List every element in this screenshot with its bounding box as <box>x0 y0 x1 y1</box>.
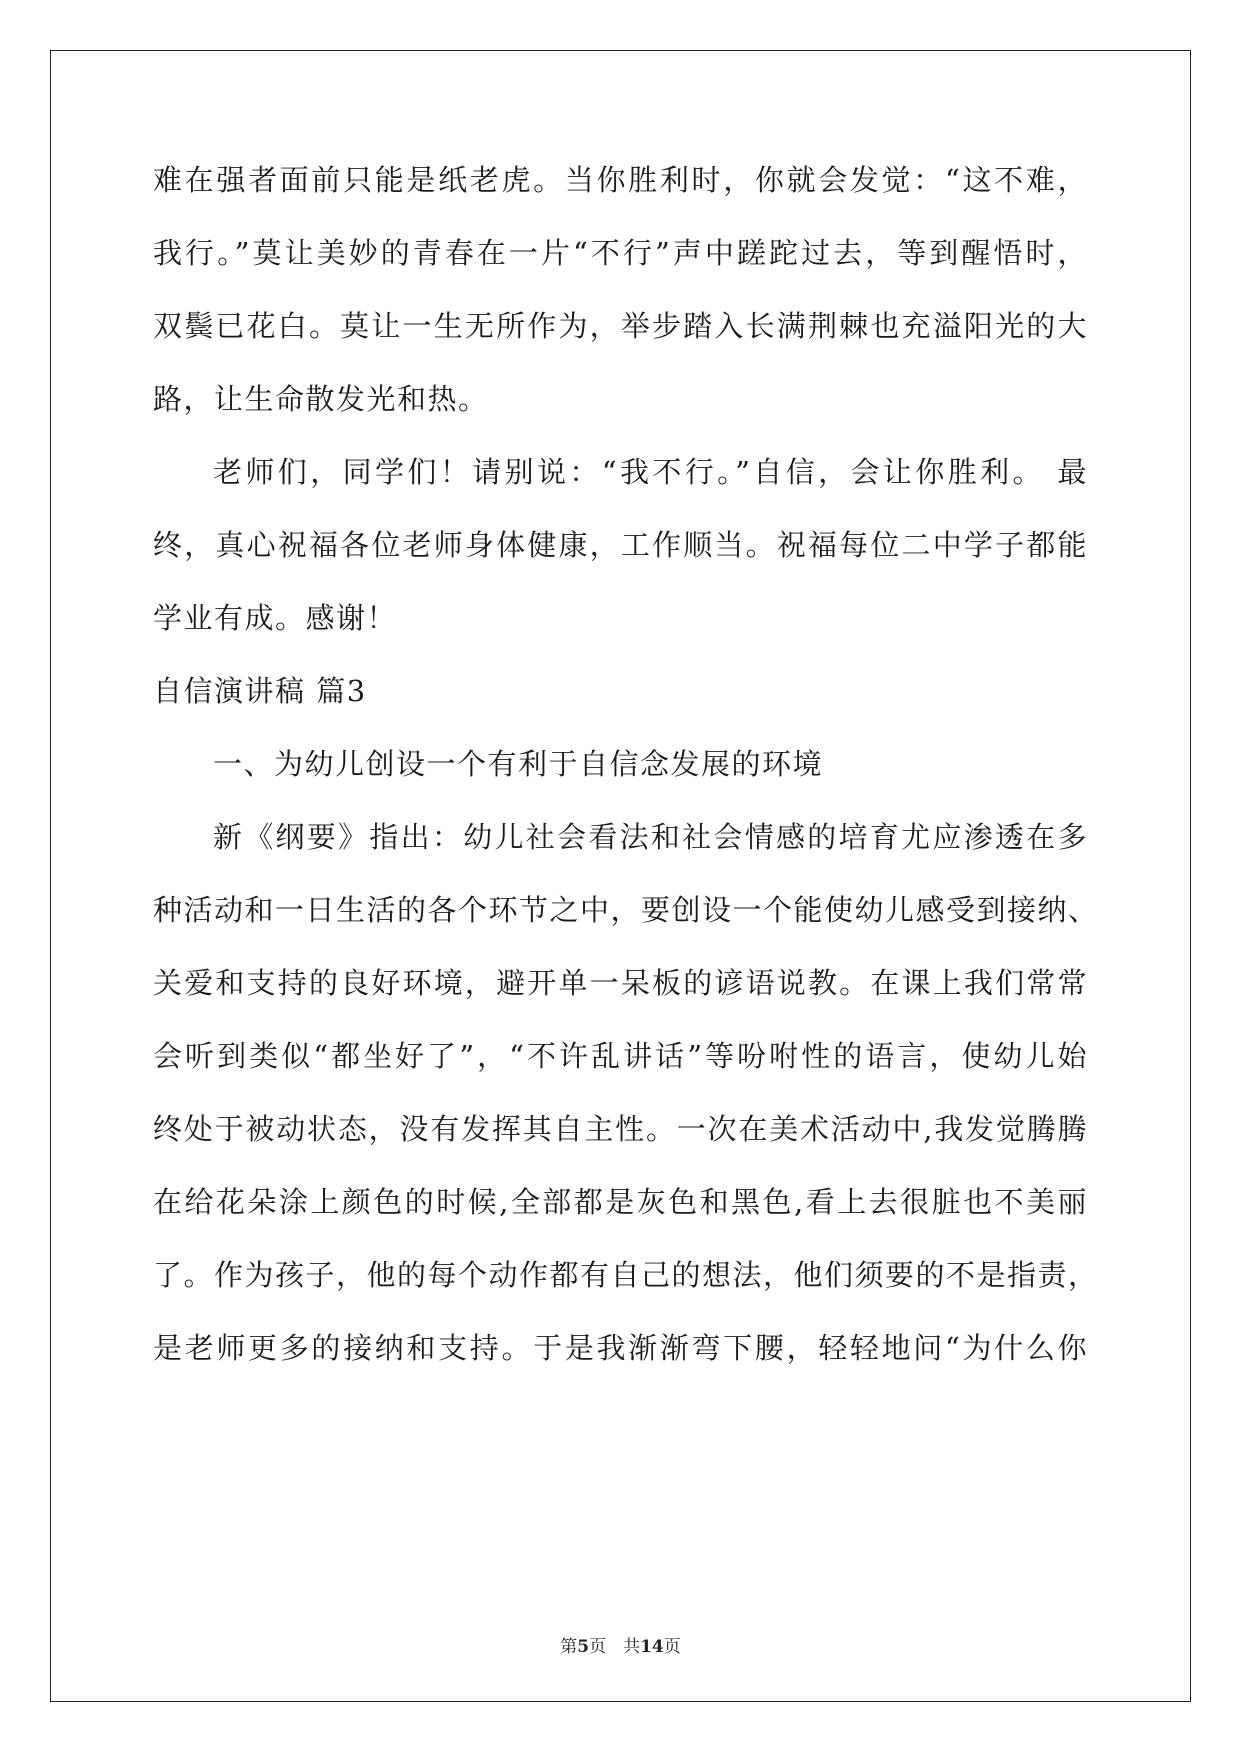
text-line-10: 新《纲要》指出：幼儿社会看法和社会情感的培育尤应渗透在多 <box>213 820 1088 854</box>
text-line-7: 学业有成。感谢！ <box>153 601 398 635</box>
text-line-17: 是老师更多的接纳和支持。于是我渐渐弯下腰，轻轻地问“为什么你 <box>153 1331 1088 1365</box>
page-border <box>50 50 1191 1702</box>
total-pages: 14 <box>640 1637 664 1657</box>
text-line-2: 我行。”莫让美妙的青春在一片“不行”声中蹉跎过去，等到醒悟时， <box>153 236 1088 270</box>
text-line-4: 路，让生命散发光和热。 <box>153 382 489 416</box>
text-line-12: 关爱和支持的良好环境，避开单一呆板的谚语说教。在课上我们常常 <box>153 966 1088 1000</box>
text-line-16: 了。作为孩子，他的每个动作都有自己的想法，他们须要的不是指责， <box>153 1258 1099 1292</box>
text-line-1: 难在强者面前只能是纸老虎。当你胜利时，你就会发觉：“这不难， <box>153 163 1088 197</box>
text-line-13: 会听到类似“都坐好了”，“不许乱讲话”等吩咐性的语言，使幼儿始 <box>153 1039 1088 1073</box>
page-footer <box>0 1635 1241 1659</box>
footer-prefix: 第 <box>560 1637 578 1657</box>
text-line-9: 一、为幼儿创设一个有利于自信念发展的环境 <box>213 747 824 781</box>
footer-mid: 页 共 <box>589 1637 641 1657</box>
text-line-11: 种活动和一日生活的各个环节之中，要创设一个能使幼儿感受到接纳、 <box>153 893 1099 927</box>
section-heading: 自信演讲稿 篇3 <box>153 674 367 708</box>
text-line-6: 终，真心祝福各位老师身体健康，工作顺当。祝福每位二中学子都能 <box>153 528 1088 562</box>
text-line-5: 老师们，同学们！请别说：“我不行。”自信，会让你胜利。 最 <box>213 455 1088 489</box>
page-number: 5 <box>577 1637 590 1657</box>
text-line-3: 双鬓已花白。莫让一生无所作为，举步踏入长满荆棘也充溢阳光的大 <box>153 309 1088 343</box>
text-line-14: 终处于被动状态，没有发挥其自主性。一次在美术活动中,我发觉腾腾 <box>153 1112 1088 1146</box>
footer-suffix: 页 <box>663 1637 681 1657</box>
text-line-15: 在给花朵涂上颜色的时候,全部都是灰色和黑色,看上去很脏也不美丽 <box>153 1185 1088 1219</box>
